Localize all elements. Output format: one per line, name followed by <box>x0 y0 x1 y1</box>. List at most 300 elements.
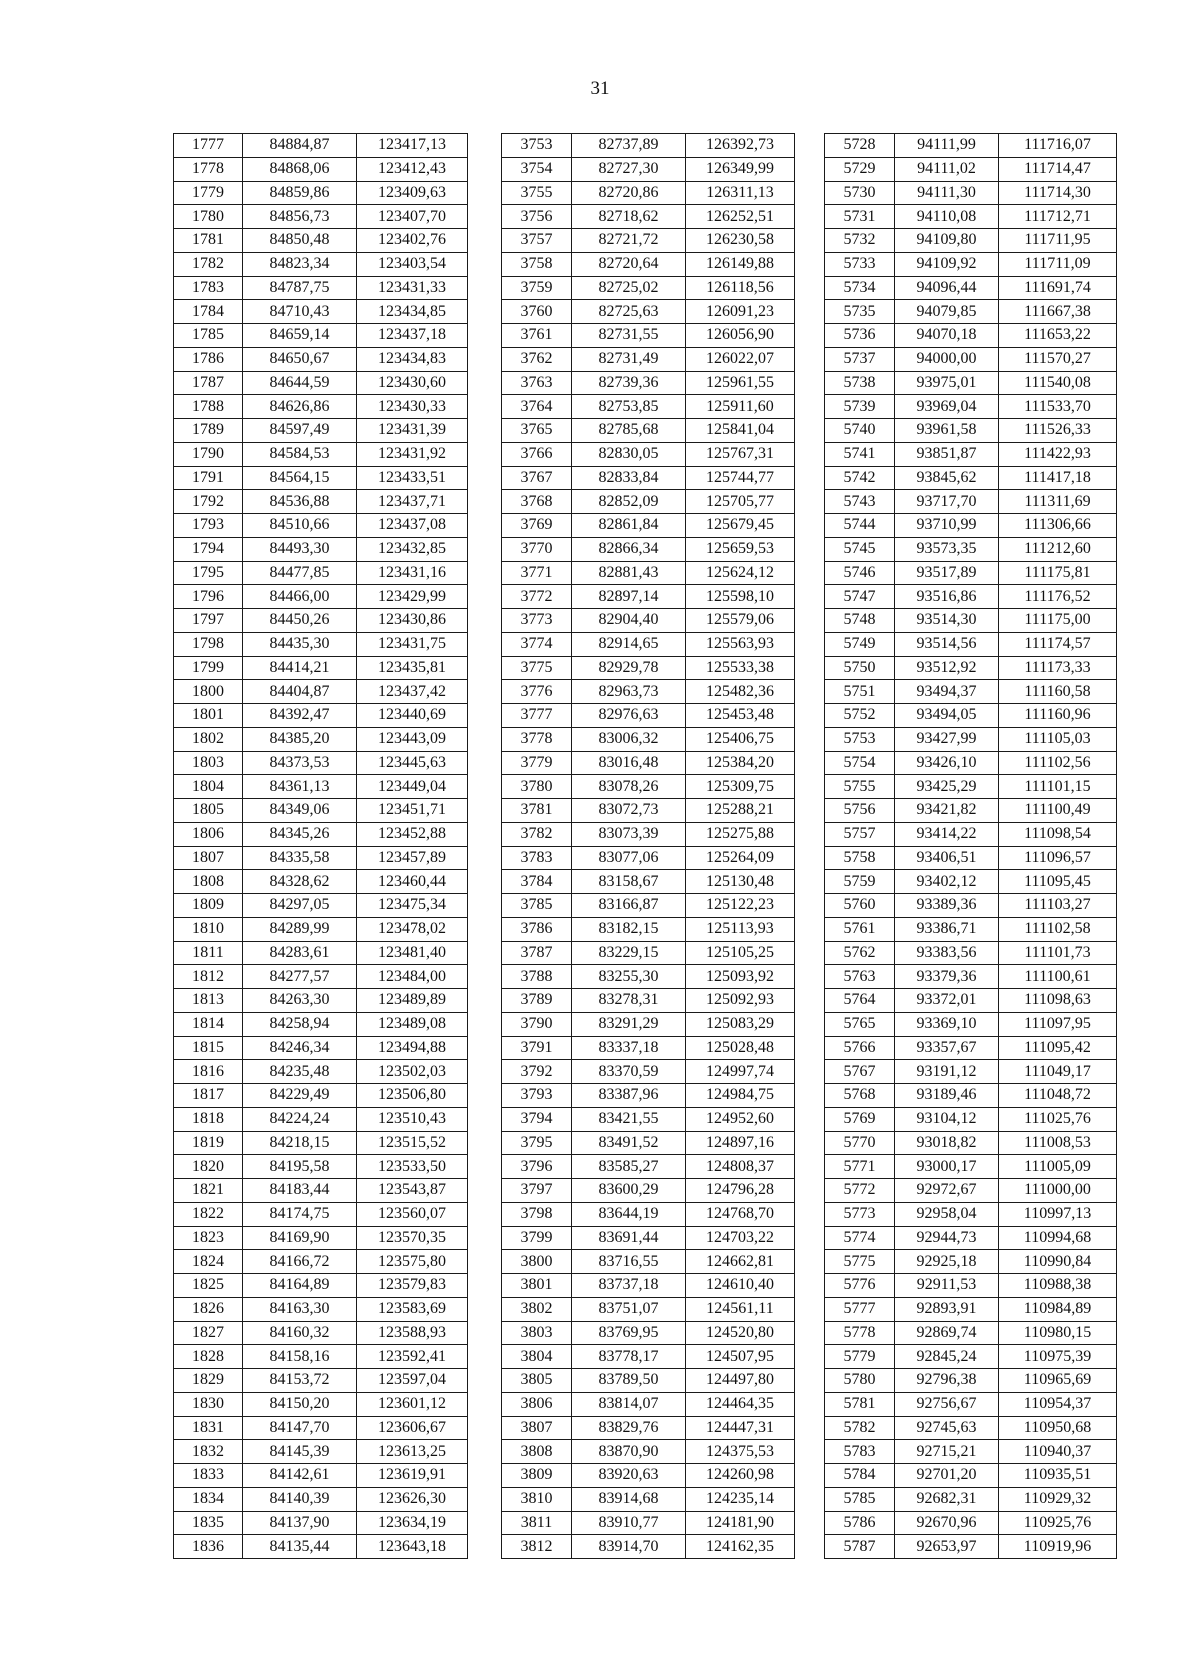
point-number-cell: 3782 <box>502 822 572 846</box>
y-coordinate-cell: 124662,81 <box>686 1250 795 1274</box>
point-number-cell: 1825 <box>174 1274 243 1298</box>
x-coordinate-cell: 82720,64 <box>572 252 686 276</box>
y-coordinate-cell: 111716,07 <box>999 134 1117 158</box>
y-coordinate-cell: 111102,58 <box>999 917 1117 941</box>
column-group-separator <box>468 775 502 799</box>
table-row <box>174 751 1117 775</box>
point-number-cell: 5756 <box>825 799 895 823</box>
y-coordinate-cell: 126230,58 <box>686 229 795 253</box>
column-group-separator <box>795 347 825 371</box>
x-coordinate-cell: 82753,85 <box>572 395 686 419</box>
column-group-separator <box>468 1345 502 1369</box>
y-coordinate-cell: 124464,35 <box>686 1392 795 1416</box>
x-coordinate-cell: 93379,36 <box>895 965 999 989</box>
table-row <box>174 442 1117 466</box>
point-number-cell: 5731 <box>825 205 895 229</box>
x-coordinate-cell: 84158,16 <box>243 1345 357 1369</box>
point-number-cell: 3772 <box>502 585 572 609</box>
x-coordinate-cell: 84289,99 <box>243 917 357 941</box>
y-coordinate-cell: 126149,88 <box>686 252 795 276</box>
y-coordinate-cell: 110929,32 <box>999 1487 1117 1511</box>
point-number-cell: 5754 <box>825 751 895 775</box>
table-row <box>174 466 1117 490</box>
y-coordinate-cell: 123403,54 <box>357 252 468 276</box>
column-group-separator <box>468 632 502 656</box>
x-coordinate-cell: 82976,63 <box>572 704 686 728</box>
x-coordinate-cell: 82830,05 <box>572 442 686 466</box>
y-coordinate-cell: 126349,99 <box>686 157 795 181</box>
point-number-cell: 5757 <box>825 822 895 846</box>
point-number-cell: 5743 <box>825 490 895 514</box>
point-number-cell: 1782 <box>174 252 243 276</box>
x-coordinate-cell: 83644,19 <box>572 1202 686 1226</box>
point-number-cell: 5772 <box>825 1179 895 1203</box>
y-coordinate-cell: 125679,45 <box>686 514 795 538</box>
y-coordinate-cell: 125093,92 <box>686 965 795 989</box>
point-number-cell: 1816 <box>174 1060 243 1084</box>
table-row <box>174 1274 1117 1298</box>
table-row <box>174 300 1117 324</box>
point-number-cell: 1777 <box>174 134 243 158</box>
y-coordinate-cell: 123429,99 <box>357 585 468 609</box>
point-number-cell: 3806 <box>502 1392 572 1416</box>
x-coordinate-cell: 83291,29 <box>572 1012 686 1036</box>
column-group-separator <box>468 1416 502 1440</box>
column-group-separator <box>795 442 825 466</box>
x-coordinate-cell: 83491,52 <box>572 1131 686 1155</box>
y-coordinate-cell: 126311,13 <box>686 181 795 205</box>
x-coordinate-cell: 84345,26 <box>243 822 357 846</box>
point-number-cell: 3776 <box>502 680 572 704</box>
x-coordinate-cell: 93573,35 <box>895 537 999 561</box>
column-group-separator <box>795 324 825 348</box>
point-number-cell: 5755 <box>825 775 895 799</box>
y-coordinate-cell: 124235,14 <box>686 1487 795 1511</box>
point-number-cell: 1834 <box>174 1487 243 1511</box>
point-number-cell: 5744 <box>825 514 895 538</box>
point-number-cell: 3755 <box>502 181 572 205</box>
point-number-cell: 5750 <box>825 656 895 680</box>
column-group-separator <box>468 656 502 680</box>
x-coordinate-cell: 84235,48 <box>243 1060 357 1084</box>
point-number-cell: 5753 <box>825 727 895 751</box>
y-coordinate-cell: 123431,39 <box>357 419 468 443</box>
y-coordinate-cell: 123601,12 <box>357 1392 468 1416</box>
x-coordinate-cell: 94096,44 <box>895 276 999 300</box>
x-coordinate-cell: 83910,77 <box>572 1511 686 1535</box>
x-coordinate-cell: 84414,21 <box>243 656 357 680</box>
point-number-cell: 5786 <box>825 1511 895 1535</box>
y-coordinate-cell: 125482,36 <box>686 680 795 704</box>
point-number-cell: 1787 <box>174 371 243 395</box>
x-coordinate-cell: 83716,55 <box>572 1250 686 1274</box>
point-number-cell: 3767 <box>502 466 572 490</box>
column-group-separator <box>468 609 502 633</box>
table-row <box>174 1392 1117 1416</box>
x-coordinate-cell: 92715,21 <box>895 1440 999 1464</box>
table-row <box>174 894 1117 918</box>
column-group-separator <box>795 229 825 253</box>
y-coordinate-cell: 124984,75 <box>686 1084 795 1108</box>
column-group-separator <box>468 514 502 538</box>
x-coordinate-cell: 82861,84 <box>572 514 686 538</box>
column-group-separator <box>795 1535 825 1559</box>
y-coordinate-cell: 125579,06 <box>686 609 795 633</box>
x-coordinate-cell: 84183,44 <box>243 1179 357 1203</box>
point-number-cell: 5759 <box>825 870 895 894</box>
point-number-cell: 3811 <box>502 1511 572 1535</box>
point-number-cell: 3778 <box>502 727 572 751</box>
y-coordinate-cell: 111691,74 <box>999 276 1117 300</box>
point-number-cell: 3769 <box>502 514 572 538</box>
column-group-separator <box>468 561 502 585</box>
y-coordinate-cell: 123431,92 <box>357 442 468 466</box>
column-group-separator <box>795 846 825 870</box>
x-coordinate-cell: 84597,49 <box>243 419 357 443</box>
x-coordinate-cell: 93018,82 <box>895 1131 999 1155</box>
x-coordinate-cell: 84859,86 <box>243 181 357 205</box>
y-coordinate-cell: 123588,93 <box>357 1321 468 1345</box>
y-coordinate-cell: 123435,81 <box>357 656 468 680</box>
x-coordinate-cell: 83600,29 <box>572 1179 686 1203</box>
x-coordinate-cell: 84850,48 <box>243 229 357 253</box>
y-coordinate-cell: 111176,52 <box>999 585 1117 609</box>
y-coordinate-cell: 125961,55 <box>686 371 795 395</box>
table-row <box>174 1464 1117 1488</box>
y-coordinate-cell: 111175,00 <box>999 609 1117 633</box>
x-coordinate-cell: 92653,97 <box>895 1535 999 1559</box>
y-coordinate-cell: 110950,68 <box>999 1416 1117 1440</box>
y-coordinate-cell: 111667,38 <box>999 300 1117 324</box>
x-coordinate-cell: 93386,71 <box>895 917 999 941</box>
y-coordinate-cell: 110994,68 <box>999 1226 1117 1250</box>
y-coordinate-cell: 110988,38 <box>999 1274 1117 1298</box>
x-coordinate-cell: 92925,18 <box>895 1250 999 1274</box>
point-number-cell: 5765 <box>825 1012 895 1036</box>
column-group-separator <box>795 252 825 276</box>
point-number-cell: 5758 <box>825 846 895 870</box>
y-coordinate-cell: 124447,31 <box>686 1416 795 1440</box>
point-number-cell: 3797 <box>502 1179 572 1203</box>
y-coordinate-cell: 124768,70 <box>686 1202 795 1226</box>
x-coordinate-cell: 93717,70 <box>895 490 999 514</box>
y-coordinate-cell: 123431,16 <box>357 561 468 585</box>
table-row <box>174 704 1117 728</box>
y-coordinate-cell: 125624,12 <box>686 561 795 585</box>
x-coordinate-cell: 83073,39 <box>572 822 686 846</box>
x-coordinate-cell: 93369,10 <box>895 1012 999 1036</box>
y-coordinate-cell: 111100,49 <box>999 799 1117 823</box>
y-coordinate-cell: 125122,23 <box>686 894 795 918</box>
point-number-cell: 3800 <box>502 1250 572 1274</box>
y-coordinate-cell: 111097,95 <box>999 1012 1117 1036</box>
x-coordinate-cell: 83920,63 <box>572 1464 686 1488</box>
point-number-cell: 5762 <box>825 941 895 965</box>
x-coordinate-cell: 84297,05 <box>243 894 357 918</box>
column-group-separator <box>795 1321 825 1345</box>
x-coordinate-cell: 84263,30 <box>243 989 357 1013</box>
point-number-cell: 1791 <box>174 466 243 490</box>
point-number-cell: 1790 <box>174 442 243 466</box>
y-coordinate-cell: 123449,04 <box>357 775 468 799</box>
x-coordinate-cell: 83182,15 <box>572 917 686 941</box>
x-coordinate-cell: 82737,89 <box>572 134 686 158</box>
column-group-separator <box>795 1511 825 1535</box>
y-coordinate-cell: 126252,51 <box>686 205 795 229</box>
column-group-separator <box>468 917 502 941</box>
y-coordinate-cell: 123440,69 <box>357 704 468 728</box>
y-coordinate-cell: 111653,22 <box>999 324 1117 348</box>
point-number-cell: 3773 <box>502 609 572 633</box>
column-group-separator <box>468 1107 502 1131</box>
point-number-cell: 3765 <box>502 419 572 443</box>
y-coordinate-cell: 111712,71 <box>999 205 1117 229</box>
y-coordinate-cell: 123451,71 <box>357 799 468 823</box>
column-group-separator <box>468 395 502 419</box>
y-coordinate-cell: 111174,57 <box>999 632 1117 656</box>
point-number-cell: 3812 <box>502 1535 572 1559</box>
column-group-separator <box>795 537 825 561</box>
x-coordinate-cell: 93402,12 <box>895 870 999 894</box>
y-coordinate-cell: 125083,29 <box>686 1012 795 1036</box>
x-coordinate-cell: 83789,50 <box>572 1369 686 1393</box>
page-number: 31 <box>590 78 610 99</box>
point-number-cell: 5782 <box>825 1416 895 1440</box>
column-group-separator <box>795 1226 825 1250</box>
point-number-cell: 3802 <box>502 1297 572 1321</box>
y-coordinate-cell: 125384,20 <box>686 751 795 775</box>
point-number-cell: 1823 <box>174 1226 243 1250</box>
x-coordinate-cell: 83585,27 <box>572 1155 686 1179</box>
y-coordinate-cell: 123502,03 <box>357 1060 468 1084</box>
y-coordinate-cell: 111422,93 <box>999 442 1117 466</box>
point-number-cell: 3764 <box>502 395 572 419</box>
y-coordinate-cell: 110997,13 <box>999 1202 1117 1226</box>
table-row <box>174 205 1117 229</box>
point-number-cell: 5760 <box>825 894 895 918</box>
y-coordinate-cell: 123475,34 <box>357 894 468 918</box>
table-row <box>174 514 1117 538</box>
column-group-separator <box>468 941 502 965</box>
point-number-cell: 1806 <box>174 822 243 846</box>
point-number-cell: 1802 <box>174 727 243 751</box>
point-number-cell: 1793 <box>174 514 243 538</box>
y-coordinate-cell: 111096,57 <box>999 846 1117 870</box>
point-number-cell: 3761 <box>502 324 572 348</box>
table-row <box>174 1107 1117 1131</box>
x-coordinate-cell: 83914,68 <box>572 1487 686 1511</box>
x-coordinate-cell: 84135,44 <box>243 1535 357 1559</box>
point-number-cell: 5784 <box>825 1464 895 1488</box>
x-coordinate-cell: 82727,30 <box>572 157 686 181</box>
table-row <box>174 1345 1117 1369</box>
point-number-cell: 5783 <box>825 1440 895 1464</box>
column-group-separator <box>468 134 502 158</box>
y-coordinate-cell: 126022,07 <box>686 347 795 371</box>
point-number-cell: 3759 <box>502 276 572 300</box>
y-coordinate-cell: 123412,43 <box>357 157 468 181</box>
x-coordinate-cell: 84349,06 <box>243 799 357 823</box>
column-group-separator <box>468 1392 502 1416</box>
y-coordinate-cell: 123481,40 <box>357 941 468 965</box>
x-coordinate-cell: 83016,48 <box>572 751 686 775</box>
y-coordinate-cell: 123575,80 <box>357 1250 468 1274</box>
point-number-cell: 1815 <box>174 1036 243 1060</box>
x-coordinate-cell: 94000,00 <box>895 347 999 371</box>
x-coordinate-cell: 93975,01 <box>895 371 999 395</box>
point-number-cell: 5746 <box>825 561 895 585</box>
point-number-cell: 5778 <box>825 1321 895 1345</box>
table-row <box>174 917 1117 941</box>
column-group-separator <box>468 252 502 276</box>
table-row <box>174 632 1117 656</box>
column-group-separator <box>795 1107 825 1131</box>
x-coordinate-cell: 84868,06 <box>243 157 357 181</box>
point-number-cell: 5732 <box>825 229 895 253</box>
x-coordinate-cell: 84142,61 <box>243 1464 357 1488</box>
column-group-separator <box>468 347 502 371</box>
x-coordinate-cell: 84224,24 <box>243 1107 357 1131</box>
table-row <box>174 1012 1117 1036</box>
table-row <box>174 229 1117 253</box>
table-row <box>174 1179 1117 1203</box>
x-coordinate-cell: 93000,17 <box>895 1155 999 1179</box>
x-coordinate-cell: 93961,58 <box>895 419 999 443</box>
y-coordinate-cell: 110980,15 <box>999 1321 1117 1345</box>
y-coordinate-cell: 111711,09 <box>999 252 1117 276</box>
point-number-cell: 1784 <box>174 300 243 324</box>
x-coordinate-cell: 92958,04 <box>895 1202 999 1226</box>
x-coordinate-cell: 93514,30 <box>895 609 999 633</box>
point-number-cell: 1817 <box>174 1084 243 1108</box>
y-coordinate-cell: 123613,25 <box>357 1440 468 1464</box>
y-coordinate-cell: 123437,42 <box>357 680 468 704</box>
x-coordinate-cell: 83778,17 <box>572 1345 686 1369</box>
column-group-separator <box>795 656 825 680</box>
x-coordinate-cell: 92796,38 <box>895 1369 999 1393</box>
y-coordinate-cell: 111095,45 <box>999 870 1117 894</box>
x-coordinate-cell: 93383,56 <box>895 941 999 965</box>
point-number-cell: 5728 <box>825 134 895 158</box>
point-number-cell: 3805 <box>502 1369 572 1393</box>
x-coordinate-cell: 93426,10 <box>895 751 999 775</box>
x-coordinate-cell: 84884,87 <box>243 134 357 158</box>
point-number-cell: 5729 <box>825 157 895 181</box>
y-coordinate-cell: 123515,52 <box>357 1131 468 1155</box>
point-number-cell: 5787 <box>825 1535 895 1559</box>
y-coordinate-cell: 125533,38 <box>686 656 795 680</box>
y-coordinate-cell: 123506,80 <box>357 1084 468 1108</box>
column-group-separator <box>468 680 502 704</box>
y-coordinate-cell: 123626,30 <box>357 1487 468 1511</box>
x-coordinate-cell: 93421,82 <box>895 799 999 823</box>
point-number-cell: 1819 <box>174 1131 243 1155</box>
column-group-separator <box>795 941 825 965</box>
point-number-cell: 5742 <box>825 466 895 490</box>
column-group-separator <box>468 276 502 300</box>
y-coordinate-cell: 111526,33 <box>999 419 1117 443</box>
column-group-separator <box>795 680 825 704</box>
y-coordinate-cell: 125264,09 <box>686 846 795 870</box>
point-number-cell: 1786 <box>174 347 243 371</box>
column-group-separator <box>468 1084 502 1108</box>
x-coordinate-cell: 92756,67 <box>895 1392 999 1416</box>
table-row <box>174 609 1117 633</box>
point-number-cell: 1809 <box>174 894 243 918</box>
y-coordinate-cell: 123417,13 <box>357 134 468 158</box>
y-coordinate-cell: 123430,86 <box>357 609 468 633</box>
y-coordinate-cell: 125453,48 <box>686 704 795 728</box>
point-number-cell: 3810 <box>502 1487 572 1511</box>
y-coordinate-cell: 111175,81 <box>999 561 1117 585</box>
column-group-separator <box>468 894 502 918</box>
point-number-cell: 1826 <box>174 1297 243 1321</box>
coordinates-table <box>173 133 1117 1559</box>
y-coordinate-cell: 125911,60 <box>686 395 795 419</box>
x-coordinate-cell: 84335,58 <box>243 846 357 870</box>
x-coordinate-cell: 82785,68 <box>572 419 686 443</box>
y-coordinate-cell: 124952,60 <box>686 1107 795 1131</box>
column-group-separator <box>468 1321 502 1345</box>
point-number-cell: 1785 <box>174 324 243 348</box>
column-group-separator <box>468 1487 502 1511</box>
y-coordinate-cell: 110925,76 <box>999 1511 1117 1535</box>
y-coordinate-cell: 124520,80 <box>686 1321 795 1345</box>
table-row <box>174 324 1117 348</box>
y-coordinate-cell: 125092,93 <box>686 989 795 1013</box>
table-row <box>174 1487 1117 1511</box>
point-number-cell: 5741 <box>825 442 895 466</box>
column-group-separator <box>468 442 502 466</box>
x-coordinate-cell: 83914,70 <box>572 1535 686 1559</box>
x-coordinate-cell: 84823,34 <box>243 252 357 276</box>
point-number-cell: 5785 <box>825 1487 895 1511</box>
point-number-cell: 1830 <box>174 1392 243 1416</box>
column-group-separator <box>795 894 825 918</box>
table-row <box>174 822 1117 846</box>
column-group-separator <box>468 1179 502 1203</box>
y-coordinate-cell: 123430,60 <box>357 371 468 395</box>
x-coordinate-cell: 83337,18 <box>572 1036 686 1060</box>
column-group-separator <box>468 1274 502 1298</box>
table-row <box>174 252 1117 276</box>
column-group-separator <box>795 1060 825 1084</box>
point-number-cell: 3793 <box>502 1084 572 1108</box>
x-coordinate-cell: 93512,92 <box>895 656 999 680</box>
x-coordinate-cell: 83077,06 <box>572 846 686 870</box>
column-group-separator <box>795 419 825 443</box>
point-number-cell: 1818 <box>174 1107 243 1131</box>
y-coordinate-cell: 124897,16 <box>686 1131 795 1155</box>
column-group-separator <box>468 1202 502 1226</box>
point-number-cell: 1836 <box>174 1535 243 1559</box>
column-group-separator <box>795 1345 825 1369</box>
x-coordinate-cell: 84145,39 <box>243 1440 357 1464</box>
y-coordinate-cell: 123560,07 <box>357 1202 468 1226</box>
y-coordinate-cell: 123452,88 <box>357 822 468 846</box>
column-group-separator <box>468 989 502 1013</box>
x-coordinate-cell: 83158,67 <box>572 870 686 894</box>
point-number-cell: 3808 <box>502 1440 572 1464</box>
x-coordinate-cell: 94111,99 <box>895 134 999 158</box>
y-coordinate-cell: 123489,89 <box>357 989 468 1013</box>
point-number-cell: 1833 <box>174 1464 243 1488</box>
x-coordinate-cell: 92682,31 <box>895 1487 999 1511</box>
table-row <box>174 181 1117 205</box>
point-number-cell: 3754 <box>502 157 572 181</box>
y-coordinate-cell: 125130,48 <box>686 870 795 894</box>
x-coordinate-cell: 92670,96 <box>895 1511 999 1535</box>
